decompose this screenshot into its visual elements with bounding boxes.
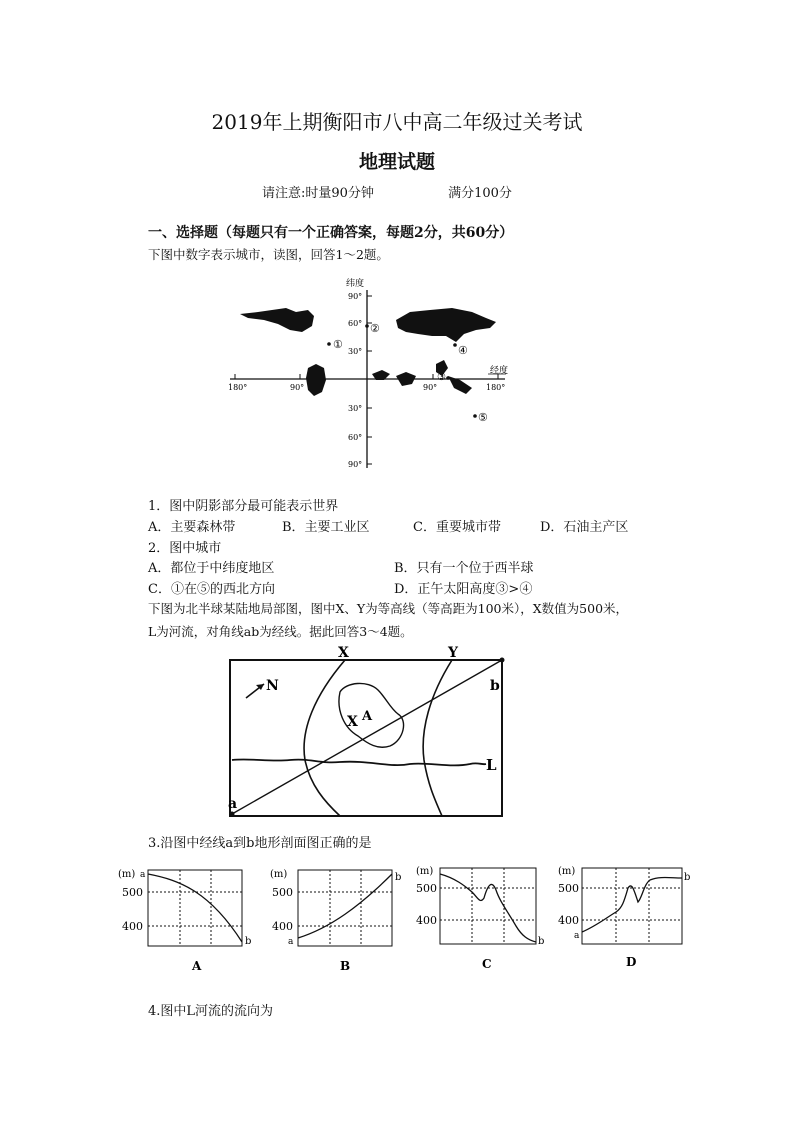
city-5-dot (473, 414, 477, 418)
q2-option-b: B．只有一个位于西半球 (394, 561, 534, 576)
city-4-dot (453, 343, 457, 347)
profile-c-y500: 500 (416, 882, 437, 895)
section-heading: 一、选择题（每题只有一个正确答案，每题2分，共60分） (148, 225, 514, 241)
lon-tick-180e: 180° (486, 383, 506, 392)
profile-b-frame (298, 870, 392, 946)
q2-option-c: C．①在⑤的西北方向 (148, 582, 275, 597)
contour-map (220, 640, 520, 822)
profile-a-start: a (140, 870, 146, 880)
q1-option-a: A．主要森林带 (148, 520, 236, 535)
contour-y-label: Y (448, 645, 458, 661)
q1-option-b: B．主要工业区 (282, 520, 370, 535)
city-3-dot (446, 376, 450, 380)
city-1-dot (327, 342, 331, 346)
lat-tick-90s: 90° (348, 460, 363, 469)
profile-b-y500: 500 (272, 886, 293, 899)
profile-a-unit: (m) (118, 869, 136, 880)
contour-y (423, 660, 452, 816)
question-4: 4.图中L河流的流向为 (148, 1004, 274, 1019)
q1-option-d: D．石油主产区 (540, 520, 629, 535)
south-america-region (306, 364, 326, 396)
lat-axis-label: 纬度 (346, 279, 365, 289)
question-3: 3.沿图中经线a到b地形剖面图正确的是 (148, 836, 372, 851)
q2-option-d: D．正午太阳高度③>④ (394, 582, 533, 597)
profile-c-unit: (m) (416, 866, 434, 877)
question-2: 2．图中城市 (148, 541, 222, 556)
q2-option-a: A．都位于中纬度地区 (148, 561, 275, 576)
profile-b-y400: 400 (272, 920, 293, 933)
profile-d-y400: 400 (558, 914, 579, 927)
lat-tick-90n: 90° (348, 292, 363, 301)
city-2-label: ② (370, 322, 380, 335)
profile-a-label: A (192, 959, 202, 973)
profile-b-end: b (395, 872, 402, 883)
contour-x (304, 660, 345, 816)
city-3-label: ③ (437, 372, 446, 383)
profile-a-y400: 400 (122, 920, 143, 933)
score-note: 满分100分 (448, 186, 512, 201)
end-b-label: b (490, 678, 500, 694)
profile-d-line (582, 878, 682, 933)
profile-a-frame (148, 870, 242, 946)
world-city-map (220, 272, 520, 472)
profile-c-line (440, 874, 536, 942)
end-a-label: a (228, 796, 238, 812)
city-4-label: ④ (458, 344, 468, 357)
profile-b-line (298, 874, 392, 938)
profile-b-unit: (m) (270, 869, 288, 880)
lat-tick-60n: 60° (348, 319, 363, 328)
profile-d-unit: (m) (558, 866, 576, 877)
point-a-label: A (362, 709, 373, 724)
river-l (232, 759, 486, 765)
city-2-dot (365, 324, 369, 328)
profile-c-y400: 400 (416, 914, 437, 927)
point-a-dot (230, 812, 235, 817)
subject-title: 地理试题 (358, 151, 435, 173)
section-intro: 下图中数字表示城市，读图，回答1～2题。 (148, 247, 389, 262)
q1-option-c: C．重要城市带 (413, 520, 501, 535)
time-note: 请注意:时量90分钟 (262, 186, 374, 201)
intro-2-line-1: 下图为北半球某陆地局部图，图中X、Y为等高线（等高距为100米），X数值为500米， (148, 601, 629, 616)
profile-options (120, 862, 700, 980)
profile-d-frame (582, 868, 682, 944)
eurasia-region (396, 308, 496, 342)
profile-d (558, 866, 690, 969)
question-1: 1．图中阴影部分最可能表示世界 (148, 499, 339, 514)
exam-note (262, 182, 582, 201)
middle-east-region (396, 372, 416, 386)
profile-d-label: D (626, 955, 637, 969)
profile-a (118, 869, 251, 973)
lon-axis-label: 经度 (490, 366, 509, 376)
point-b-dot (500, 658, 505, 663)
profile-c-end: b (538, 936, 545, 947)
lat-tick-30n: 30° (348, 347, 363, 356)
profile-d-start: a (574, 931, 580, 941)
north-america-region (240, 308, 314, 332)
profile-c (416, 866, 544, 971)
inner-x-label: X (347, 714, 358, 730)
profile-a-end: b (245, 936, 252, 947)
north-label: N (266, 678, 279, 694)
city-5-label: ⑤ (478, 411, 488, 424)
lon-tick-90w: 90° (290, 383, 305, 392)
exam-title: 2019年上期衡阳市八中高二年级过关考试 (211, 110, 583, 134)
profile-b (270, 869, 401, 973)
profile-a-line (148, 874, 242, 942)
intro-2-line-2: L为河流，对角线ab为经线。据此回答3～4题。 (148, 624, 413, 639)
contour-x-label: X (338, 645, 349, 661)
river-label: L (486, 756, 497, 774)
lon-tick-90e: 90° (423, 383, 438, 392)
city-1-label: ① (333, 338, 343, 351)
lat-tick-30s: 30° (348, 404, 363, 413)
profile-b-label: B (340, 959, 351, 973)
lon-tick-180w: 180° (228, 383, 248, 392)
profile-d-y500: 500 (558, 882, 579, 895)
profile-a-y500: 500 (122, 886, 143, 899)
profile-d-end: b (684, 872, 691, 883)
profile-c-label: C (482, 957, 492, 971)
lat-tick-60s: 60° (348, 433, 363, 442)
profile-b-start: a (288, 937, 294, 947)
